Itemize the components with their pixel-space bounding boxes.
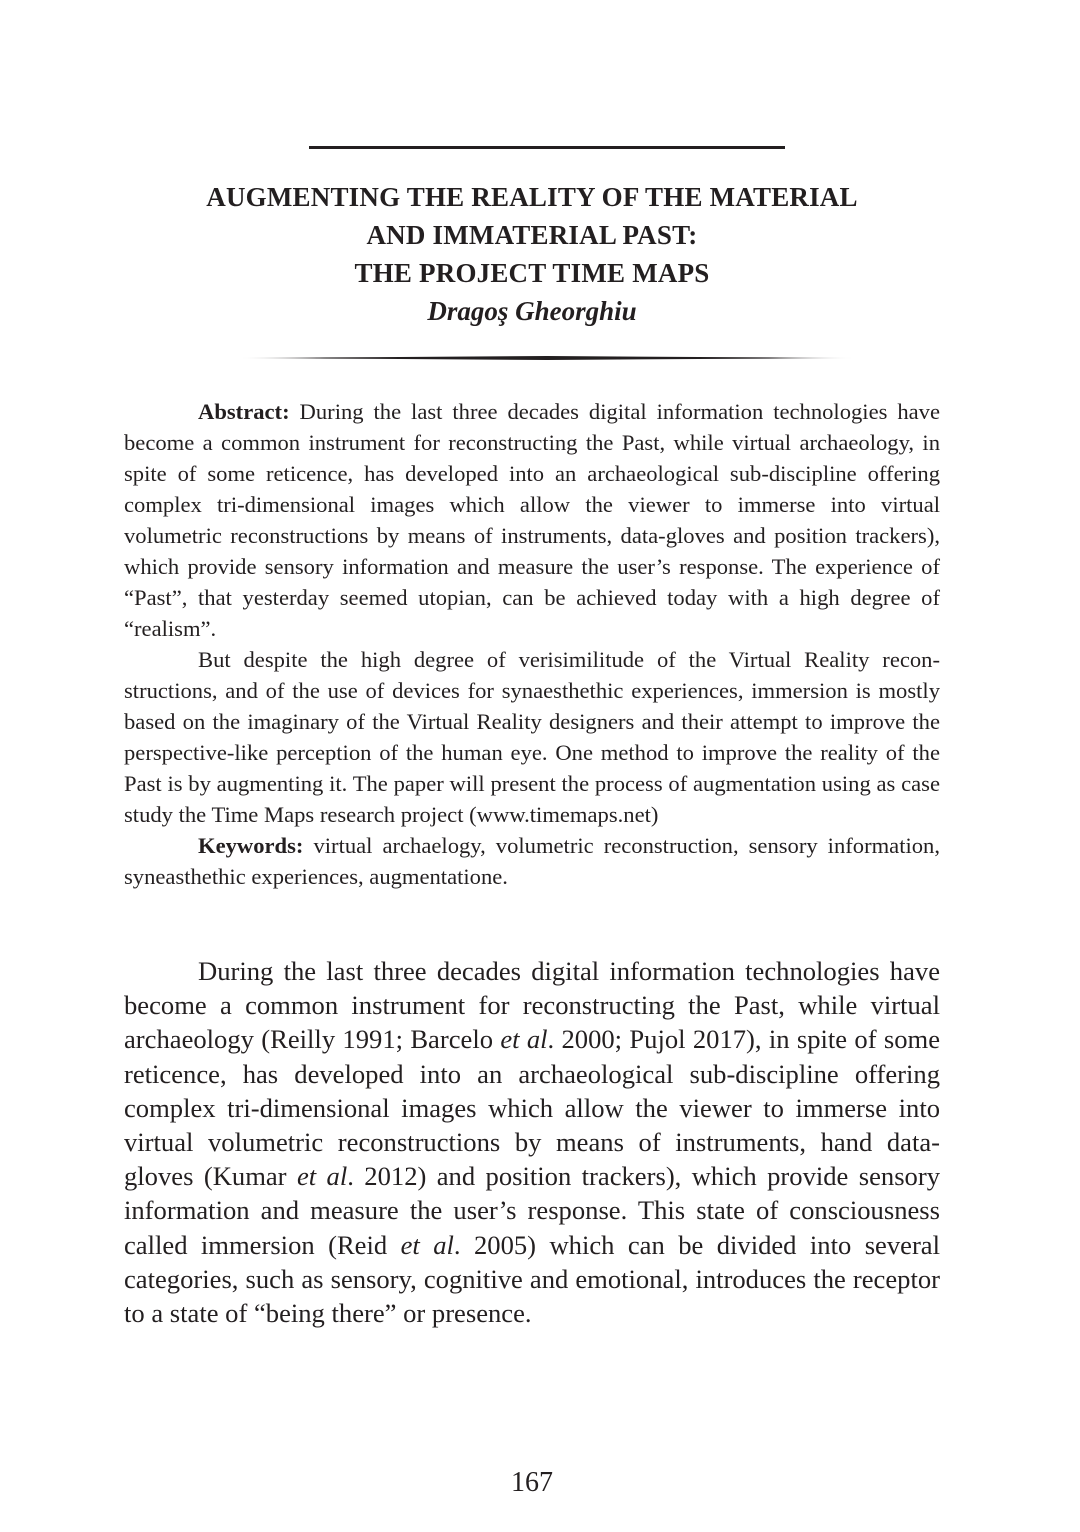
body-text-part-3: . 2012) and position trackers), which provide sensory information and measure the user’s response. This state of consciousness called immersion (Reid — [124, 1161, 941, 1260]
abstract-paragraph-2: But despite the high degree of verisimilitude of the Virtual Reality reconstructions, and of the use of devices for synaesthethic experiences, immersion is mostly based on the imaginary of the Virtual Reality designers and their attempt to improve the perspective-like perception of the human eye. One method to improve the reality of the Past is by augmenting it. The paper will present the process of augmentation using as case study the Time Maps research project (www.timemaps.net) — [124, 647, 940, 827]
keywords-label: Keywords: — [198, 833, 304, 858]
abstract-text-1: During the last three decades digital information technologies have become a common instrument for reconstructing the Past, while virtual archaeology, in spite of some reticence, has developed into an archaeological sub-discipline offering complex tri-dimensional images which allow the viewer to immerse into virtual volumetric reconstructions by means of instruments, data-gloves and position trackers), which provide sensory information and measure the user’s response. The experience of “Past”, that yesterday seemed utopian, can be achieved today with a high degree of “realism”. — [124, 399, 940, 641]
abstract-section — [124, 396, 940, 892]
citation-et-al-2: et al — [296, 1161, 348, 1192]
page-number: 167 — [511, 1467, 553, 1498]
abstract-label: Abstract: — [198, 399, 290, 424]
keywords-text: virtual archaelogy, volumetric reconstruction, sensory information, syneasthethic experiences, augmentatione. — [124, 833, 940, 889]
citation-et-al-1: et al — [500, 1024, 548, 1055]
keywords-paragraph — [124, 830, 940, 892]
title-bottom-rule — [239, 356, 855, 360]
title-top-rule — [309, 146, 785, 149]
body-text-part-4: . 2005) which can be divided into several categories, such as sensory, cognitive and emotional, introduces the receptor to a state of “being there” or presence. — [124, 1229, 941, 1329]
article-title-block — [140, 178, 924, 330]
body-paragraph — [124, 954, 940, 1330]
title-line-3: THE PROJECT TIME MAPS — [354, 258, 710, 288]
body-text-part-2: . 2000; Pujol 2017), in spite of some reticence, has developed into an archaeological sub-discipline offering complex tri-dimensional images which allow the viewer to immerse into virtual volumetric reconstructions by means of instruments, hand data-gloves (Kumar — [124, 1024, 940, 1192]
title-line-2: AND IMMATERIAL PAST: — [366, 220, 698, 250]
body-section — [124, 954, 940, 1330]
author-name: Dragoş Gheorghiu — [427, 296, 637, 326]
abstract-paragraph-1 — [124, 396, 940, 644]
body-text-part-1: During the last three decades digital information technologies have become a common instrument for reconstructing the Past, while virtual archaeology (Reilly 1991; Barcelo — [124, 956, 940, 1055]
citation-et-al-3: et al — [400, 1229, 454, 1260]
title-line-1: AUGMENTING THE REALITY OF THE MATERIAL — [206, 182, 858, 212]
